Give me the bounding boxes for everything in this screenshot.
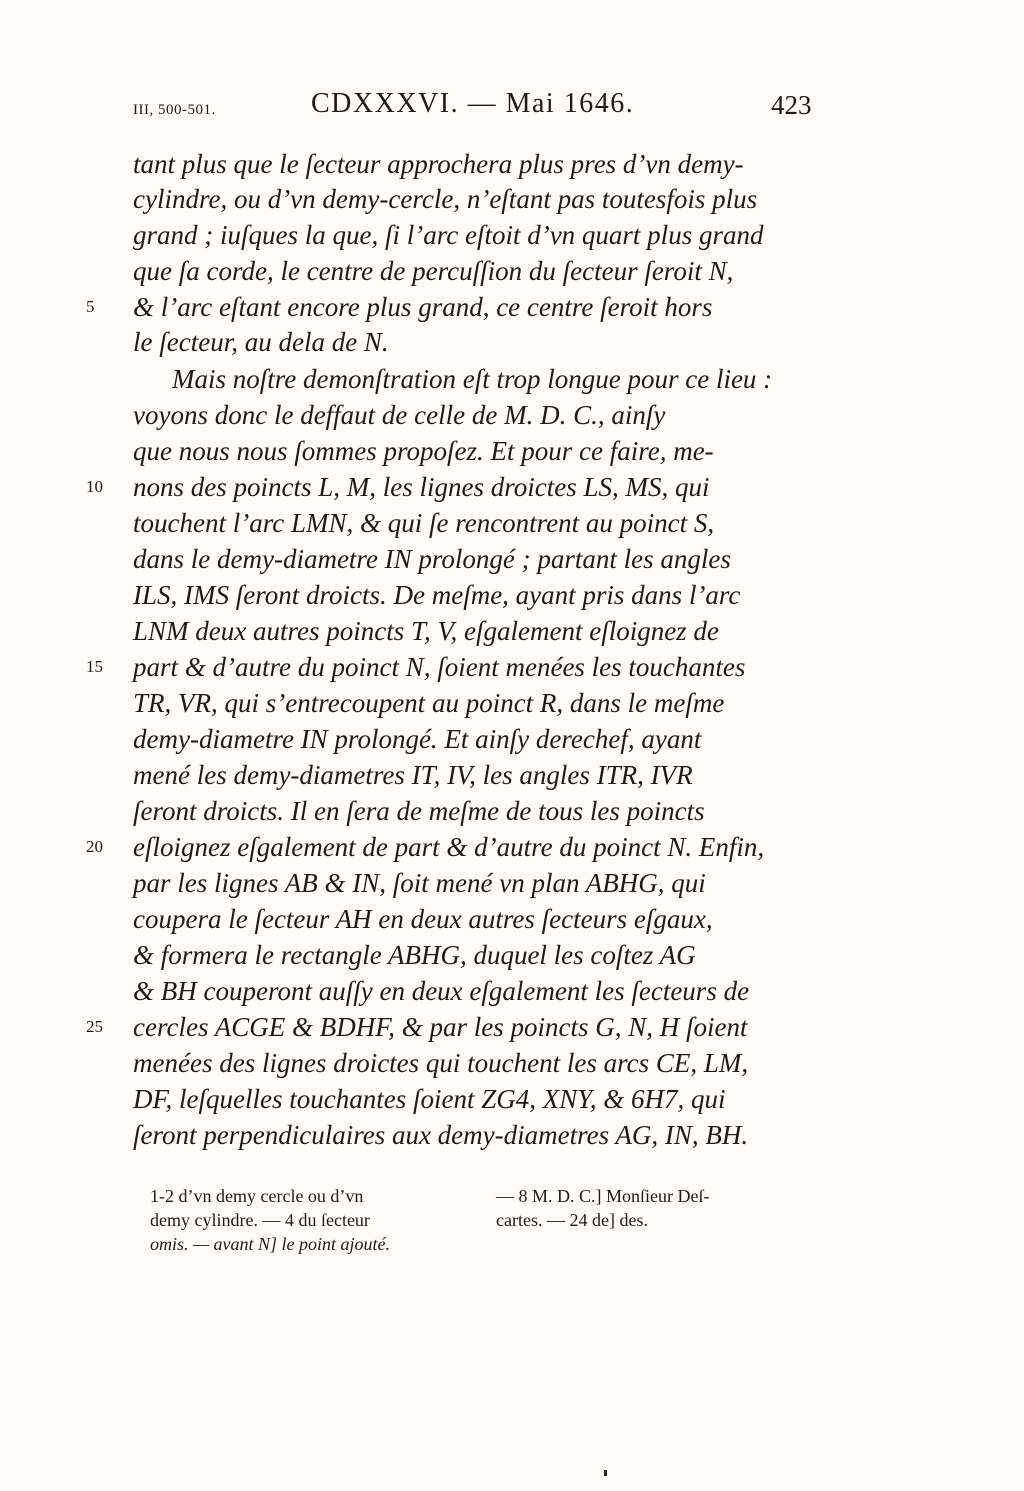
text-line: coupera le ſecteur AH en deux autres ſecteurs eſgaux, [133, 904, 713, 934]
footnote-line: — 8 M. D. C.] Monſieur Deſ- [496, 1186, 710, 1206]
text-line: le ſecteur, au dela de N. [133, 327, 389, 357]
text-line: que ſa corde, le centre de percuſſion du ſecteur ſeroit N, [133, 256, 734, 286]
text-line: par les lignes AB & IN, ſoit mené vn plan ABHG, qui [133, 868, 706, 898]
letter-heading: CDXXXVI. — Mai 1646. [311, 88, 635, 119]
text-line: LNM deux autres poincts T, V, eſgalement eſloignez de [133, 616, 719, 646]
text-line: ſeront droicts. Il en ſera de meſme de tous les poincts [133, 796, 705, 826]
text-line: cercles ACGE & BDHF, & par les poincts G, N, H ſoient [133, 1012, 748, 1042]
footnote-line: omis. — avant N] le point ajouté. [150, 1234, 390, 1254]
text-line: nons des poincts L, M, les lignes droictes LS, MS, qui [133, 472, 710, 502]
text-line: & BH couperont auſſy en deux eſgalement les ſecteurs de [133, 976, 750, 1006]
text-line: TR, VR, qui s’entrecoupent au poinct R, dans le meſme [133, 688, 725, 718]
footnote-line: demy cylindre. — 4 du ſecteur [150, 1210, 370, 1230]
text-line: & l’arc eſtant encore plus grand, ce centre ſeroit hors [133, 292, 713, 322]
line-number: 10 [86, 477, 103, 496]
footnote-line: 1-2 d’vn demy cercle ou d’vn [150, 1186, 364, 1206]
volume-page-reference: III, 500-501. [133, 102, 216, 118]
text-line: DF, leſquelles touchantes ſoient ZG4, XNY, & 6H7, qui [133, 1084, 726, 1114]
page-number: 423 [771, 90, 812, 120]
line-number: 15 [86, 657, 103, 676]
text-line: que nous nous ſommes propoſez. Et pour ce faire, me- [133, 436, 714, 466]
text-line: voyons donc le deffaut de celle de M. D. C., ainſy [133, 400, 666, 430]
text-line: Mais noſtre demonſtration eſt trop longue pour ce lieu : [172, 364, 773, 394]
footnote-line: cartes. — 24 de] des. [496, 1210, 648, 1230]
text-line: tant plus que le ſecteur approchera plus pres d’vn demy- [133, 149, 744, 179]
text-line: touchent l’arc LMN, & qui ſe rencontrent au poinct S, [133, 508, 715, 538]
text-line: cylindre, ou d’vn demy-cercle, n’eſtant pas toutesfois plus [133, 184, 758, 214]
running-head [0, 88, 1024, 128]
text-line: dans le demy-diametre IN prolongé ; partant les angles [133, 544, 731, 574]
text-line: menées des lignes droictes qui touchent les arcs CE, LM, [133, 1048, 749, 1078]
text-line: part & d’autre du poinct N, ſoient menées les touchantes [133, 652, 746, 682]
line-number: 20 [86, 837, 103, 856]
text-line: ILS, IMS ſeront droicts. De meſme, ayant pris dans l’arc [133, 580, 741, 610]
text-line: eſloignez eſgalement de part & d’autre du poinct N. Enfin, [133, 832, 765, 862]
text-line: grand ; iuſques la que, ſi l’arc eſtoit d’vn quart plus grand [133, 220, 764, 250]
text-line: demy-diametre IN prolongé. Et ainſy derechef, ayant [133, 724, 702, 754]
line-number: 5 [86, 297, 95, 316]
text-line: mené les demy-diametres IT, IV, les angles ITR, IVR [133, 760, 693, 790]
text-line: ſeront perpendiculaires aux demy-diametres AG, IN, BH. [133, 1120, 749, 1150]
footnotes-right [496, 1184, 826, 1232]
text-line: & formera le rectangle ABHG, duquel les coſtez AG [133, 940, 696, 970]
print-mark [604, 1470, 607, 1476]
line-number: 25 [86, 1017, 103, 1036]
footnotes-left [150, 1184, 470, 1256]
